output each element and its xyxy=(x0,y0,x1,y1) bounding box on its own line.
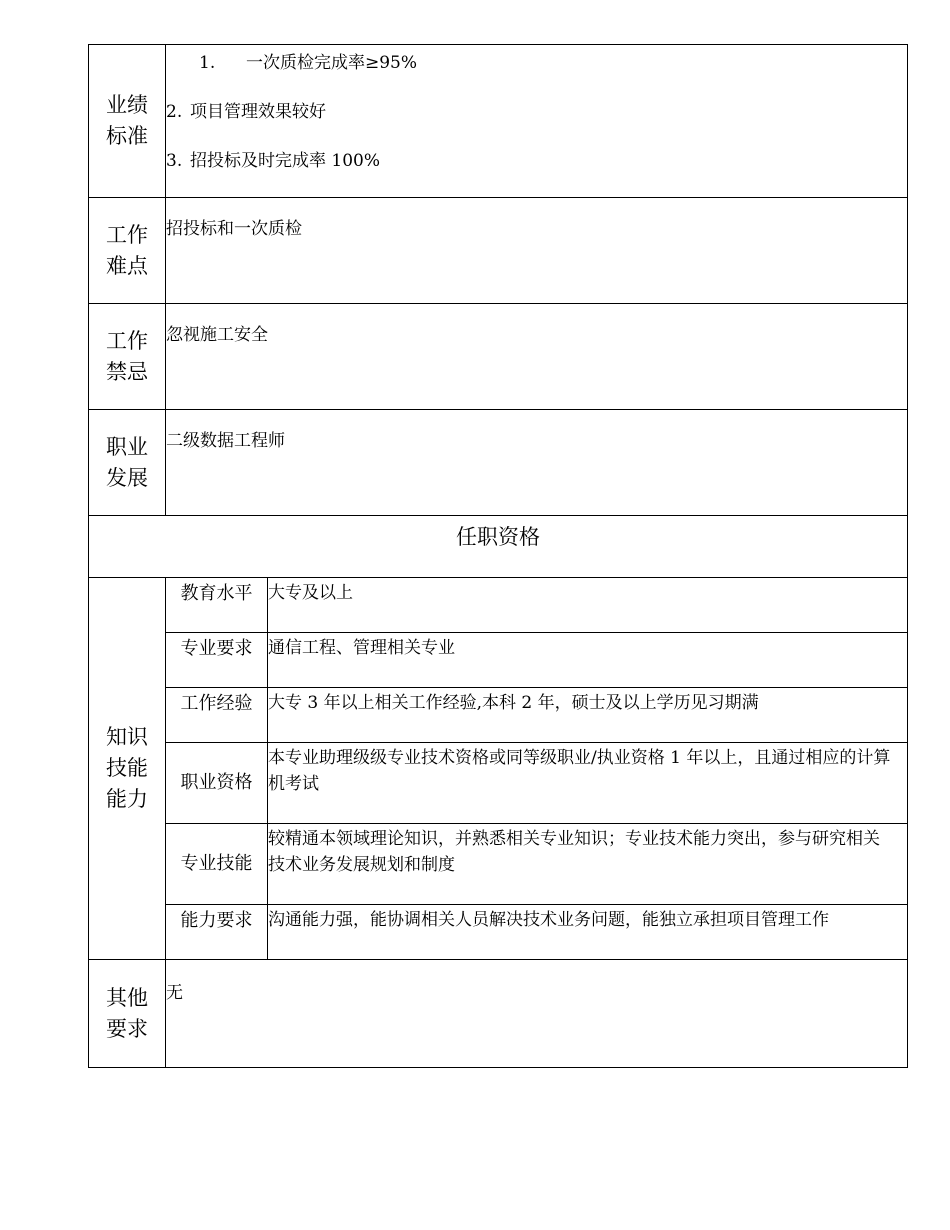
performance-item-text: 一次质检完成率≥95% xyxy=(246,53,418,73)
performance-list xyxy=(166,45,907,197)
difficulty-label: 工作难点 xyxy=(106,222,148,278)
other-label-cell xyxy=(89,960,166,1068)
taboo-label: 工作禁忌 xyxy=(106,328,148,384)
performance-item-text: 招投标及时完成率 100% xyxy=(190,151,381,171)
qualification-header-row xyxy=(89,516,908,578)
knowledge-label: 知识技能能力 xyxy=(106,725,148,811)
other-text: 无 xyxy=(166,960,908,1068)
experience-label: 工作经验 xyxy=(166,688,268,743)
qualification-header: 任职资格 xyxy=(89,516,908,578)
job-description-table xyxy=(88,44,908,1068)
performance-item-number: 2. xyxy=(166,102,183,122)
career-row xyxy=(89,410,908,516)
other-row xyxy=(89,960,908,1068)
knowledge-row xyxy=(89,905,908,960)
education-label: 教育水平 xyxy=(166,578,268,633)
career-label: 职业发展 xyxy=(106,434,148,490)
skills-label: 专业技能 xyxy=(166,824,268,905)
performance-item xyxy=(166,99,907,148)
certification-label: 职业资格 xyxy=(166,743,268,824)
difficulty-text: 招投标和一次质检 xyxy=(166,198,908,304)
performance-item-number: 1. xyxy=(199,53,216,73)
knowledge-row xyxy=(89,743,908,824)
taboo-label-cell xyxy=(89,304,166,410)
knowledge-row xyxy=(89,688,908,743)
skills-text: 较精通本领域理论知识，并熟悉相关专业知识；专业技术能力突出，参与研究相关技术业务发展规划和制度 xyxy=(268,824,908,905)
knowledge-row xyxy=(89,633,908,688)
knowledge-row xyxy=(89,824,908,905)
knowledge-row xyxy=(89,578,908,633)
performance-label-cell xyxy=(89,45,166,198)
performance-item xyxy=(166,148,907,197)
major-text: 通信工程、管理相关专业 xyxy=(268,633,908,688)
career-text: 二级数据工程师 xyxy=(166,410,908,516)
other-label: 其他要求 xyxy=(106,985,148,1041)
ability-label: 能力要求 xyxy=(166,905,268,960)
experience-text: 大专 3 年以上相关工作经验,本科 2 年，硕士及以上学历见习期满 xyxy=(268,688,908,743)
performance-item-text: 项目管理效果较好 xyxy=(190,102,326,122)
knowledge-label-cell xyxy=(89,578,166,960)
difficulty-label-cell xyxy=(89,198,166,304)
career-label-cell xyxy=(89,410,166,516)
performance-content xyxy=(166,45,908,198)
education-text: 大专及以上 xyxy=(268,578,908,633)
taboo-row xyxy=(89,304,908,410)
performance-label: 业绩标准 xyxy=(106,93,148,148)
ability-text: 沟通能力强，能协调相关人员解决技术业务问题，能独立承担项目管理工作 xyxy=(268,905,908,960)
certification-text: 本专业助理级级专业技术资格或同等级职业/执业资格 1 年以上，且通过相应的计算机考试 xyxy=(268,743,908,824)
major-label: 专业要求 xyxy=(166,633,268,688)
difficulty-row xyxy=(89,198,908,304)
performance-item xyxy=(166,50,907,99)
performance-item-number: 3. xyxy=(166,151,183,171)
performance-row xyxy=(89,45,908,198)
taboo-text: 忽视施工安全 xyxy=(166,304,908,410)
